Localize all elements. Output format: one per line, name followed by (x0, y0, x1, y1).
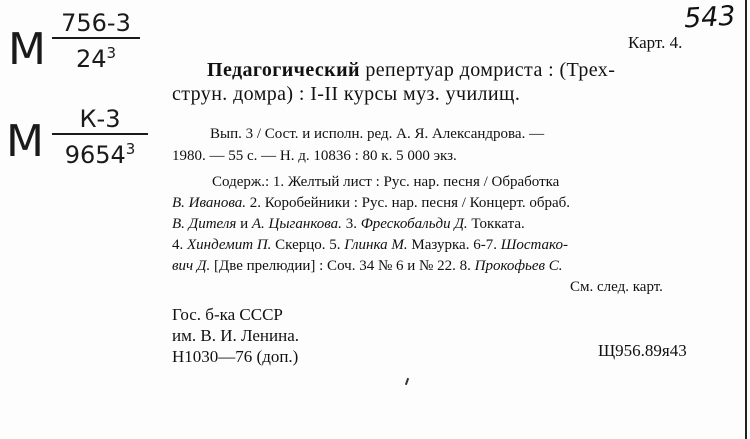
card-label: Карт. 4. (628, 33, 683, 52)
call-number-2-numerator: К-3 (79, 105, 121, 133)
title-bold: Педагогический (207, 59, 360, 81)
call-number-1-letter: М (8, 24, 46, 75)
library-line-1: Гос. б-ка СССР (172, 305, 283, 324)
classification-code: Щ956.89я43 (598, 341, 687, 360)
publication-line-2: 1980. — 55 с. — Н. д. 10836 : 80 к. 5 000 экз. (172, 148, 457, 164)
call-number-2-fraction (52, 106, 148, 168)
title-line-2: струн. домра) : I-II курсы муз. училищ. (172, 83, 521, 105)
contents-line-2: В. Иванова. 2. Коробейники : Рус. нар. песня / Концерт. обраб. (172, 195, 571, 211)
card-edge (745, 0, 747, 439)
fraction-bar (52, 37, 140, 39)
contents-line-3: В. Дителя и А. Цыганкова. 3. Фрескобальди Д. Токката. (172, 216, 525, 232)
contents-line-6: См. след. карт. (570, 279, 663, 295)
ink-speck (405, 378, 409, 385)
call-number-2-denominator: 9654$^3$ (64, 140, 136, 169)
title-line-1: Педагогический репертуар домриста : (Трех- (207, 59, 616, 81)
library-line-2: им. В. И. Ленина. (172, 326, 300, 345)
call-number-2-letter: М (6, 116, 44, 167)
call-number-1-fraction (52, 10, 140, 72)
contents-line-1: Содерж.: 1. Желтый лист : Рус. нар. песня / Обработка (212, 174, 560, 190)
library-line-3: Н1030—76 (доп.) (172, 347, 299, 366)
fraction-bar (52, 133, 148, 135)
contents-line-5: вич Д. [Две прелюдии] : Соч. 34 № 6 и № 22. 8. Прокофьев С. (172, 258, 563, 274)
contents-line-4: 4. Хиндемит П. Скерцо. 5. Глинка М. Мазурка. 6-7. Шостако- (172, 237, 568, 253)
publication-line-1: Вып. 3 / Сост. и исполн. ред. А. Я. Александрова. — (210, 126, 545, 142)
page-number: 543 (683, 0, 737, 35)
call-number-1-denominator: $24^3$ (75, 44, 117, 73)
call-number-1-numerator: 756-3 (61, 9, 131, 37)
